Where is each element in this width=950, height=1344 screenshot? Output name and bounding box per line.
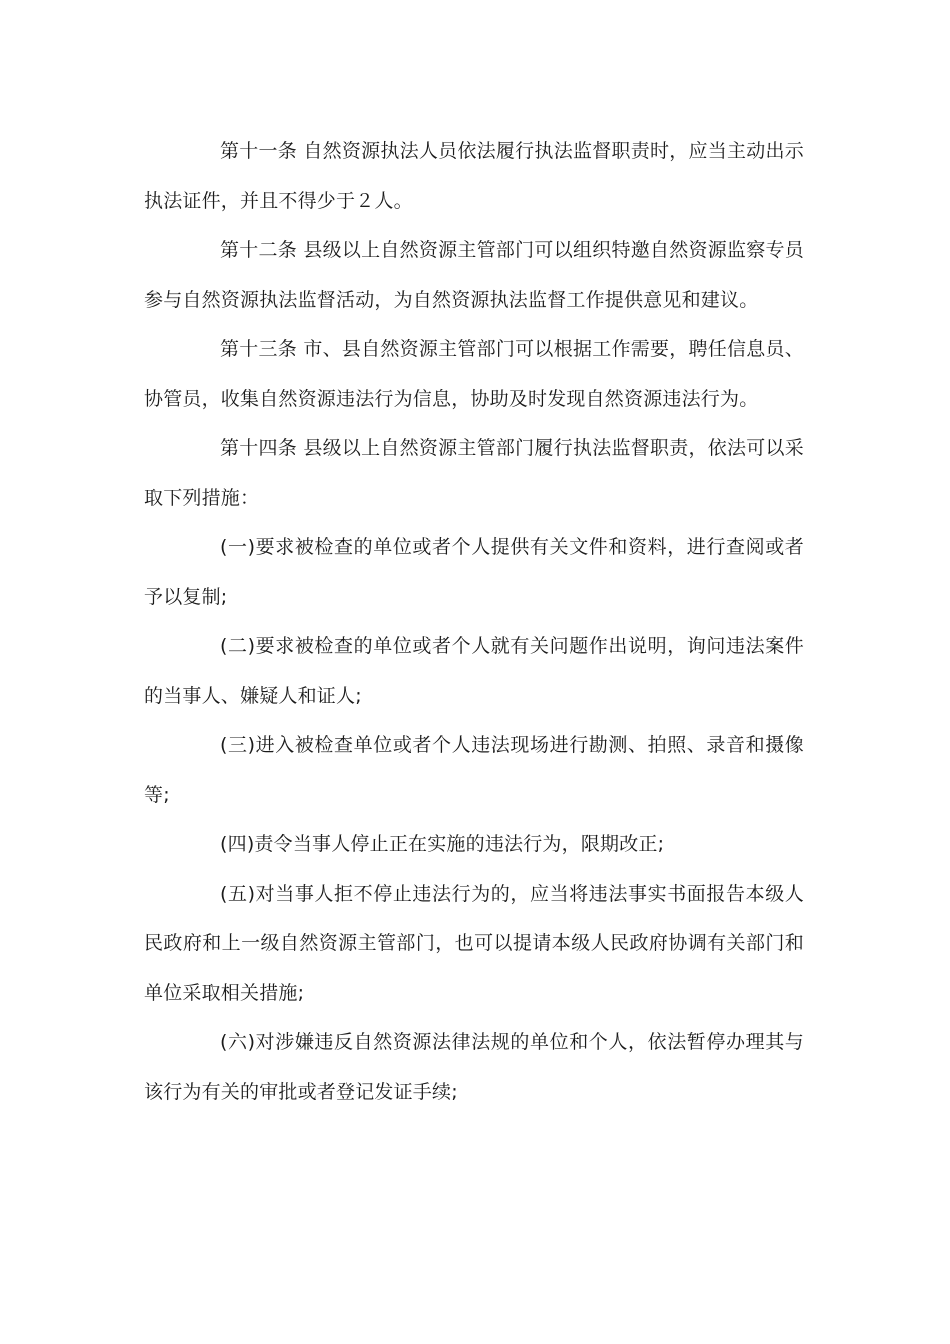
measure-5-paragraph: (五)对当事人拒不停止违法行为的，应当将违法事实书面报告本级人民政府和上一级自然资源主管部门，也可以提请本级人民政府协调有关部门和单位采取相关措施; xyxy=(144,882,804,1004)
article-12-paragraph: 第十二条 县级以上自然资源主管部门可以组织特邀自然资源监察专员参与自然资源执法监督活动，为自然资源执法监督工作提供意见和建议。 xyxy=(144,239,804,311)
measure-6-paragraph: (六)对涉嫌违反自然资源法律法规的单位和个人，依法暂停办理其与该行为有关的审批或者登记发证手续; xyxy=(144,1031,804,1103)
measure-3-paragraph: (三)进入被检查单位或者个人违法现场进行勘测、拍照、录音和摄像等; xyxy=(144,734,804,806)
article-14-paragraph: 第十四条 县级以上自然资源主管部门履行执法监督职责，依法可以采取下列措施： xyxy=(144,437,804,509)
document-body xyxy=(144,127,804,1117)
article-11-paragraph: 第十一条 自然资源执法人员依法履行执法监督职责时，应当主动出示执法证件，并且不得少于２人。 xyxy=(144,140,804,212)
measure-4-paragraph: (四)责令当事人停止正在实施的违法行为，限期改正; xyxy=(220,833,665,855)
measure-1-paragraph: (一)要求被检查的单位或者个人提供有关文件和资料，进行查阅或者予以复制; xyxy=(144,536,804,608)
measure-2-paragraph: (二)要求被检查的单位或者个人就有关问题作出说明，询问违法案件的当事人、嫌疑人和证人; xyxy=(144,635,804,707)
article-13-paragraph: 第十三条 市、县自然资源主管部门可以根据工作需要，聘任信息员、协管员，收集自然资源违法行为信息，协助及时发现自然资源违法行为。 xyxy=(144,338,804,410)
